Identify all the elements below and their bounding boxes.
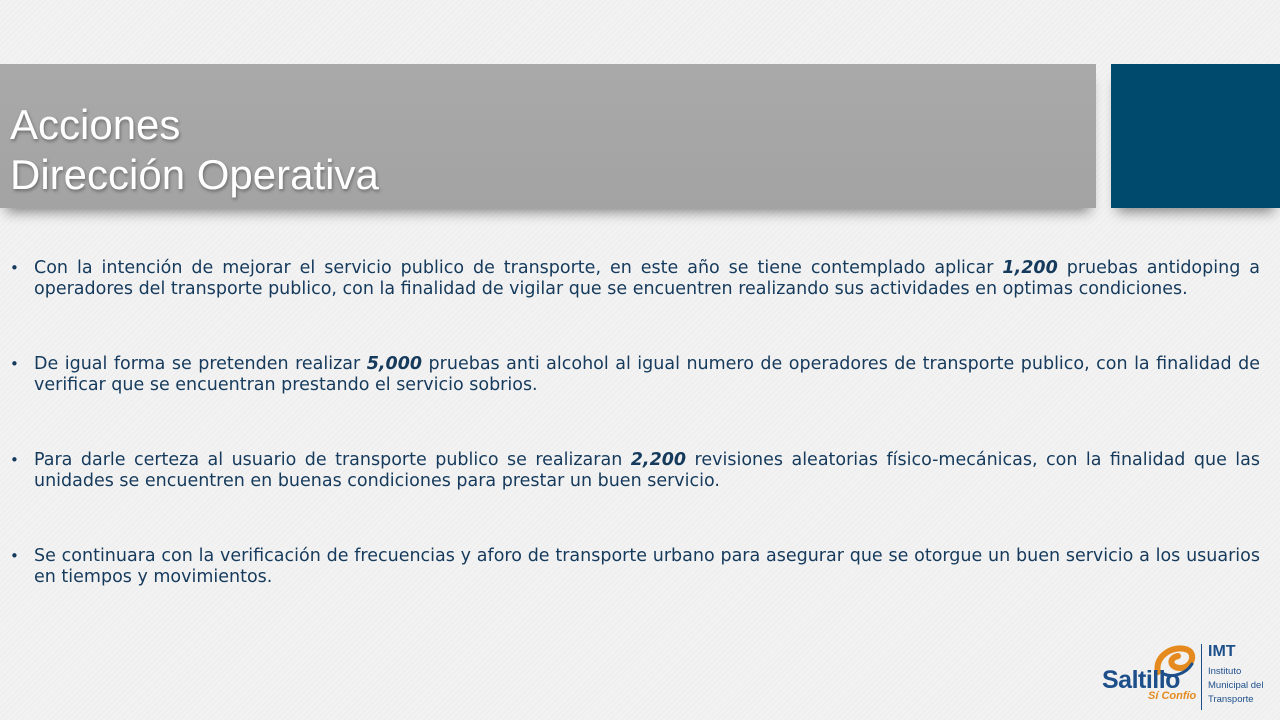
bullet-text: pruebas antidoping a operadores del transporte publico, con la finalidad de vigilar que se encuentren realizando sus actividades en optimas condiciones.: [34, 258, 1260, 299]
bullet-item: [10, 354, 1260, 396]
slide-title: [10, 100, 379, 200]
slogan-text: Sí Confío: [1148, 690, 1197, 702]
bullet-text: Con la intención de mejorar el servicio publico de transporte, en este año se tiene contemplado aplicar: [34, 258, 1003, 278]
logo-area: [1100, 640, 1280, 720]
bullet-text: pruebas anti alcohol al igual numero de operadores de transporte publico, con la finalidad de verificar que se encuentran prestando el servicio sobrios.: [34, 354, 1261, 395]
bullet-item: [10, 258, 1260, 300]
bullet-text: revisiones aleatorias físico-mecánicas, con la finalidad que las unidades se encuentren en buenas condiciones para prestar un buen servicio.: [34, 450, 1260, 491]
bullet-number: 5,000: [366, 354, 423, 374]
accent-block: [1111, 64, 1280, 208]
title-line-1: Acciones: [10, 101, 181, 148]
imt-line-2: Municipal del: [1208, 680, 1264, 691]
bullet-number: 2,200: [630, 450, 687, 470]
logo-divider: [1201, 644, 1202, 710]
imt-title: IMT: [1208, 643, 1236, 660]
imt-line-3: Transporte: [1208, 694, 1254, 705]
bullet-item: [10, 546, 1260, 588]
saltillo-logo-text: Saltillo: [1102, 666, 1180, 694]
bullet-text: Se continuara con la verificación de frecuencias y aforo de transporte urbano para asegurar que se otorgue un buen servicio a los usuarios en tiempos y movimientos.: [34, 546, 1260, 587]
bullet-item: [10, 450, 1260, 492]
title-bar: [0, 64, 1096, 208]
title-line-2: Dirección Operativa: [10, 151, 379, 198]
bullet-number: 1,200: [1002, 258, 1058, 278]
bullet-list: [10, 258, 1260, 588]
bullet-text: Para darle certeza al usuario de transporte publico se realizaran: [34, 450, 631, 470]
imt-line-1: Instituto: [1208, 666, 1242, 677]
bullet-text: De igual forma se pretenden realizar: [34, 354, 367, 374]
